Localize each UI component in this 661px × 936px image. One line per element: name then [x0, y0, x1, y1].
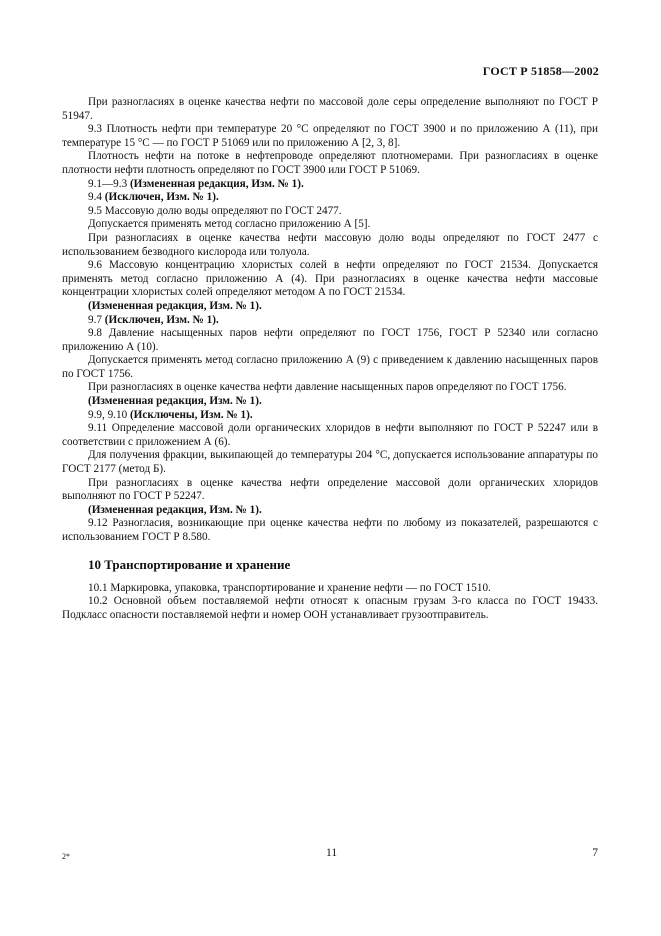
amendment-note: [62, 504, 598, 518]
amendment-note: [62, 300, 598, 314]
paragraph-text: Допускается применять метод согласно приложению А [5].: [88, 218, 371, 231]
paragraph-text: 9.6 Массовую концентрацию хлористых солей в нефти определяют по ГОСТ 21534. Допускается применять метод согласно приложению А (4). При разногласиях в оценке качества нефти массовые концентрации хлористых солей определяют методом А по ГОСТ 21534.: [62, 259, 598, 299]
document-body: [62, 96, 598, 622]
paragraph-text: При разногласиях в оценке качества нефти определение массовой доли органических хлоридов выполняют по ГОСТ Р 52247.: [62, 476, 598, 503]
paragraph-text: 9.8 Давление насыщенных паров нефти определяют по ГОСТ 1756, ГОСТ Р 52340 или согласно приложению А (10).: [62, 327, 598, 353]
clause-number: 9.4: [88, 191, 105, 204]
paragraph: [62, 449, 598, 476]
paragraph-text: Плотность нефти на потоке в нефтепроводе определяют плотномерами. При разногласиях в оценке плотности нефти плотность определяют по ГОСТ 3900 или ГОСТ Р 51069.: [62, 150, 598, 176]
amendment-text: (Исключен, Изм. № 1).: [104, 191, 219, 204]
document-header-id: ГОСТ Р 51858—2002: [482, 64, 599, 78]
paragraph: [62, 218, 598, 232]
paragraph: [62, 259, 598, 300]
amendment-note: [62, 409, 598, 423]
paragraph: [62, 354, 598, 381]
paragraph: [62, 582, 598, 596]
section-9-content: [62, 96, 598, 545]
paragraph: [62, 327, 598, 354]
paragraph-text: 10.1 Маркировка, упаковка, транспортирование и хранение нефти — по ГОСТ 1510.: [88, 581, 491, 594]
paragraph-text: 9.5 Массовую долю воды определяют по ГОСТ 2477.: [88, 204, 342, 217]
clause-number: 9.7: [88, 313, 105, 326]
paragraph-text: Для получения фракции, выкипающей до температуры 204 °С, допускается использование аппаратуры по ГОСТ 2177 (метод Б).: [62, 449, 598, 476]
amendment-note: [62, 191, 598, 205]
clause-number: 9.9, 9.10: [88, 408, 130, 421]
section-10-content: [62, 582, 598, 623]
paragraph-text: При разногласиях в оценке качества нефти давление насыщенных паров определяют по ГОСТ 1756.: [88, 381, 567, 394]
amendment-note: [62, 395, 598, 409]
paragraph: [62, 150, 598, 177]
paragraph: [62, 517, 598, 544]
signature-mark: 2*: [62, 852, 70, 861]
paragraph: [62, 232, 598, 259]
amendment-note: [62, 178, 598, 192]
paragraph-text: Допускается применять метод согласно приложению А (9) с приведением к давлению насыщенных паров по ГОСТ 1756.: [62, 354, 598, 380]
paragraph: [62, 123, 598, 150]
amendment-note: [62, 314, 598, 328]
clause-number: 9.1—9.3: [88, 177, 130, 190]
section-10-title: 10 Транспортирование и хранение: [88, 556, 291, 572]
paragraph: [62, 205, 598, 219]
paragraph: [62, 96, 598, 123]
paragraph: [62, 381, 598, 395]
footer-center-number: 11: [326, 847, 338, 859]
paragraph: [62, 477, 598, 504]
amendment-text: (Исключены, Изм. № 1).: [129, 408, 253, 421]
page-number: 7: [592, 847, 598, 859]
amendment-text: (Измененная редакция, Изм. № 1).: [88, 395, 262, 408]
paragraph: [62, 595, 598, 622]
paragraph-text: 9.11 Определение массовой доли органических хлоридов в нефти выполняют по ГОСТ Р 52247 или в соответствии с приложением А (6).: [62, 422, 598, 448]
amendment-text: (Измененная редакция, Изм. № 1).: [129, 177, 304, 190]
amendment-text: (Исключен, Изм. № 1).: [104, 313, 219, 326]
paragraph: [62, 422, 598, 449]
paragraph-text: 9.3 Плотность нефти при температуре 20 °С определяют по ГОСТ 3900 и по приложению А (11), при температуре 15 °С — по ГОСТ Р 51069 или по приложению А [2, 3, 8].: [62, 123, 598, 149]
amendment-text: (Измененная редакция, Изм. № 1).: [88, 503, 262, 516]
paragraph-text: 10.2 Основной объем поставляемой нефти относят к опасным грузам 3-го класса по ГОСТ 19433. Подкласс опасности поставляемой нефти и номер ООН устанавливает грузоотправитель.: [62, 595, 598, 621]
amendment-text: (Измененная редакция, Изм. № 1).: [88, 299, 262, 312]
paragraph-text: При разногласиях в оценке качества нефти по массовой доле серы определение выполняют по ГОСТ Р 51947.: [62, 96, 598, 122]
paragraph-text: При разногласиях в оценке качества нефти массовую долю воды определяют по ГОСТ 2477 с использованием безводного кислорода или толуола.: [62, 231, 598, 258]
paragraph-text: 9.12 Разногласия, возникающие при оценке качества нефти по любому из показателей, разрешаются с использованием ГОСТ Р 8.580.: [62, 517, 598, 543]
